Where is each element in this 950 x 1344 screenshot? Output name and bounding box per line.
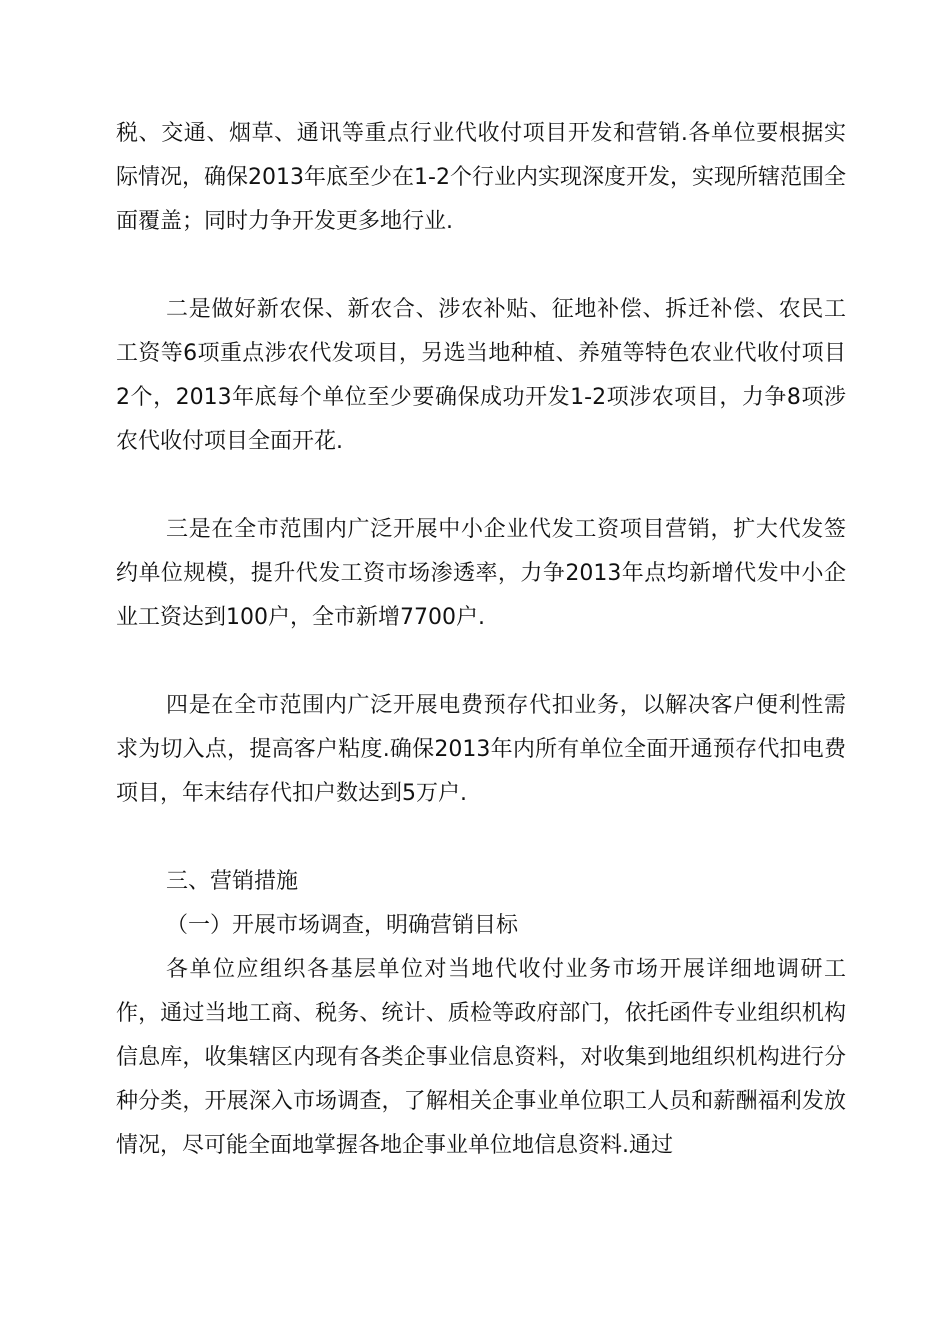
paragraph-item-two: 二是做好新农保、新农合、涉农补贴、征地补偿、拆迁补偿、农民工工资等6项重点涉农代发项目，另选当地种植、养殖等特色农业代收付项目2个，2013年底每个单位至少要确保成功开发1-2项涉农项目，力争8项涉农代收付项目全面开花. (116, 297, 846, 454)
paragraph-item-four: 四是在全市范围内广泛开展电费预存代扣业务，以解决客户便利性需求为切入点，提高客户粘度.确保2013年内所有单位全面开通预存代扣电费项目，年末结存代扣户数达到5万户. (116, 693, 846, 806)
section-heading: 三、营销措施 (166, 869, 299, 894)
paragraph-market-research: 各单位应组织各基层单位对当地代收付业务市场开展详细地调研工作，通过当地工商、税务、统计、质检等政府部门，依托函件专业组织机构信息库，收集辖区内现有各类企事业信息资料，对收集到地组织机构进行分种分类，开展深入市场调查，了解相关企事业单位职工人员和薪酬福利发放情况，尽可能全面地掌握各地企事业单位地信息资料.通过 (116, 957, 846, 1158)
subsection-heading: （一）开展市场调查，明确营销目标 (166, 913, 519, 938)
paragraph-continued: 税、交通、烟草、通讯等重点行业代收付项目开发和营销.各单位要根据实际情况，确保2013年底至少在1-2个行业内实现深度开发，实现所辖范围全面覆盖；同时力争开发更多地行业. (116, 121, 846, 234)
paragraph-item-three: 三是在全市范围内广泛开展中小企业代发工资项目营销，扩大代发签约单位规模，提升代发工资市场渗透率，力争2013年点均新增代发中小企业工资达到100户，全市新增7700户. (116, 517, 846, 630)
document-body (116, 112, 846, 1168)
